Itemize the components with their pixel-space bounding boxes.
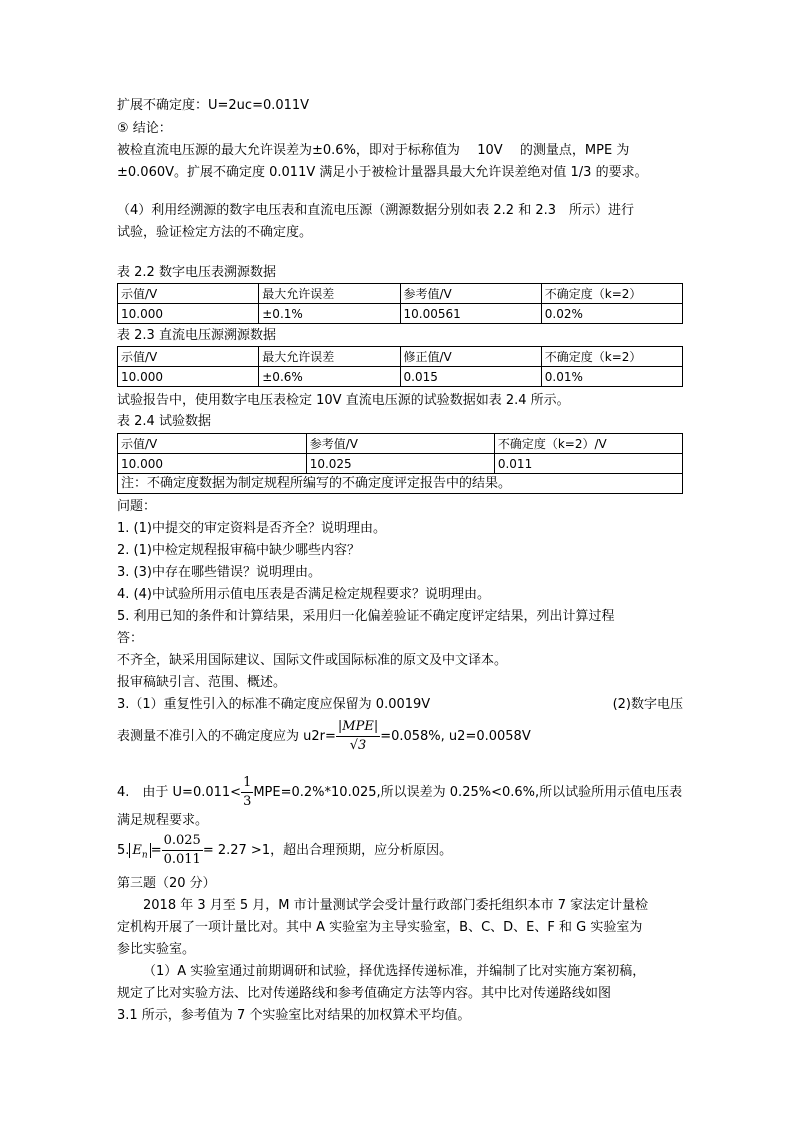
answer-4-suffix: MPE=0.2%*10.025,所以误差为 0.25%<0.6%,所以试验所用示值电压表 [253,785,683,800]
header-cell: 示值/V [118,347,259,367]
header-cell: 示值/V [118,434,307,454]
answer-3-formula-prefix: 表测量不准引入的不确定度应为 u2r= [117,729,336,744]
section4-line-2: 试验，验证检定方法的不确定度。 [117,225,313,240]
cell: 10.025 [306,454,494,474]
header-cell: 最大允许误差 [259,284,400,304]
cell: 0.01% [541,367,682,387]
header-cell: 参考值/V [306,434,494,454]
header-cell: 修正值/V [400,347,541,367]
conclusion-line-1 [117,141,629,161]
cell: 0.011 [494,454,682,474]
nominal-value: 10V [477,143,503,158]
question-3: 3. (3)中存在哪些错误？说明理由。 [117,565,321,580]
cell: 10.000 [118,304,259,324]
table-row [118,367,683,387]
cell: ±0.6% [259,367,400,387]
question-4: 4. (4)中试验所用示值电压表是否满足检定规程要求？说明理由。 [117,587,490,602]
table-note-row [118,474,683,494]
answer-5 [117,832,452,875]
table-2-2 [117,283,683,324]
mpe-over-sqrt3-fraction [336,718,380,755]
answer-3-part-1: 3.（1）重复性引入的标准不确定度应保留为 0.0019V [117,697,431,712]
question-2: 2. (1)中检定规程报审稿中缺少哪些内容？ [117,543,360,558]
table-row [118,454,683,474]
section3-heading: 第三题（20 分） [117,876,216,891]
cell: 10.000 [118,367,259,387]
table23-caption: 表 2.3 直流电压源溯源数据 [117,328,276,343]
table24-caption: 表 2.4 试验数据 [117,414,211,429]
expanded-uncertainty-line: 扩展不确定度：U=2uc=0.011V [117,98,310,113]
table22-caption: 表 2.2 数字电压表溯源数据 [117,265,276,280]
fraction-denominator: √3 [349,738,367,753]
header-cell: 不确定度（k=2） [541,284,682,304]
one-third-fraction [241,774,253,811]
cell: ±0.1% [259,304,400,324]
answer-1: 不齐全，缺采用国际建议、国际文件或国际标准的原文及中文译本。 [117,653,508,668]
equals-sign: = [150,843,162,858]
answer-5-suffix: = 2.27 >1，超出合理预期，应分析原因。 [202,843,453,858]
cell: 10.00561 [400,304,541,324]
answer-4-line-2: 满足规程要求。 [117,813,209,828]
fraction-denominator: 3 [243,794,252,809]
fraction-denominator: 0.011 [163,852,201,867]
conclusion-text-a: 被检直流电压源的最大允许误差为±0.6%，即对于标称值为 [117,143,460,158]
section3-p1-line-3: 参比实验室。 [117,942,196,957]
table-note: 注：不确定度数据为制定规程所编写的不确定度评定报告中的结果。 [118,474,683,494]
cell: 0.02% [541,304,682,324]
fraction-numerator: 1 [241,774,253,793]
section3-p2-line-3: 3.1 所示，参考值为 7 个实验室比对结果的加权算术平均值。 [117,1008,471,1023]
answer-3-line-1 [117,695,683,715]
question-5: 5. 利用已知的条件和计算结果，采用归一化偏差验证不确定度评定结果，列出计算过程 [117,609,615,624]
answer-3-part-2: (2)数字电压 [612,697,683,712]
report-line: 试验报告中，使用数字电压表检定 10V 直流电压源的试验数据如表 2.4 所示。 [117,393,570,408]
table-row [118,304,683,324]
en-subscript: n [141,850,148,861]
conclusion-text-b: 的测量点，MPE 为 [519,143,630,158]
table-header-row [118,434,683,454]
table-header-row [118,284,683,304]
section3-p1-line-1: 2018 年 3 月至 5 月，M 市计量测试学会受计量行政部门委托组织本市 7 家法定计量检 [143,898,649,913]
header-cell: 示值/V [118,284,259,304]
fraction-numerator: 0.025 [162,832,203,851]
fraction-numerator: |MPE| [336,718,380,737]
answers-heading: 答： [117,631,144,646]
en-symbol: E [132,843,142,858]
answer-4-prefix: 4. 由于 U=0.011< [117,785,242,800]
header-cell: 不确定度（k=2）/V [494,434,682,454]
conclusion-line-2: ±0.060V。扩展不确定度 0.011V 满足小于被检计量器具最大允许误差绝对值 1/3 的要求。 [117,165,648,180]
question-1: 1. (1)中提交的审定资料是否齐全？说明理由。 [117,521,386,536]
header-cell: 参考值/V [400,284,541,304]
header-cell: 最大允许误差 [259,347,400,367]
questions-heading: 问题： [117,499,157,514]
section3-p1-line-2: 定机构开展了一项计量比对。其中 A 实验室为主导实验室，B、C、D、E、F 和 G 实验室为 [117,920,643,935]
answer-5-prefix: 5. [117,843,130,858]
section3-p2-line-2: 规定了比对实验方法、比对传递路线和参考值确定方法等内容。其中比对传递路线如图 [117,986,612,1001]
table-header-row [118,347,683,367]
answer-2: 报审稿缺引言、范围、概述。 [117,675,287,690]
cell: 0.015 [400,367,541,387]
conclusion-heading: ⑤ 结论： [117,121,172,136]
answer-4-line-1 [117,774,682,812]
answer-3-line-2 [117,718,531,756]
cell: 10.000 [118,454,307,474]
normalized-deviation-abs [129,843,150,861]
en-fraction [162,832,203,869]
answer-3-formula-suffix: =0.058%, u2=0.0058V [380,729,531,744]
header-cell: 不确定度（k=2） [541,347,682,367]
table-2-3 [117,346,683,387]
section4-line-1: （4）利用经溯源的数字电压表和直流电压源（溯源数据分别如表 2.2 和 2.3 所示）进行 [117,203,635,218]
table-2-4 [117,433,683,494]
section3-p2-line-1: （1）A 实验室通过前期调研和试验，择优选择传递标准，并编制了比对实施方案初稿， [143,964,646,979]
